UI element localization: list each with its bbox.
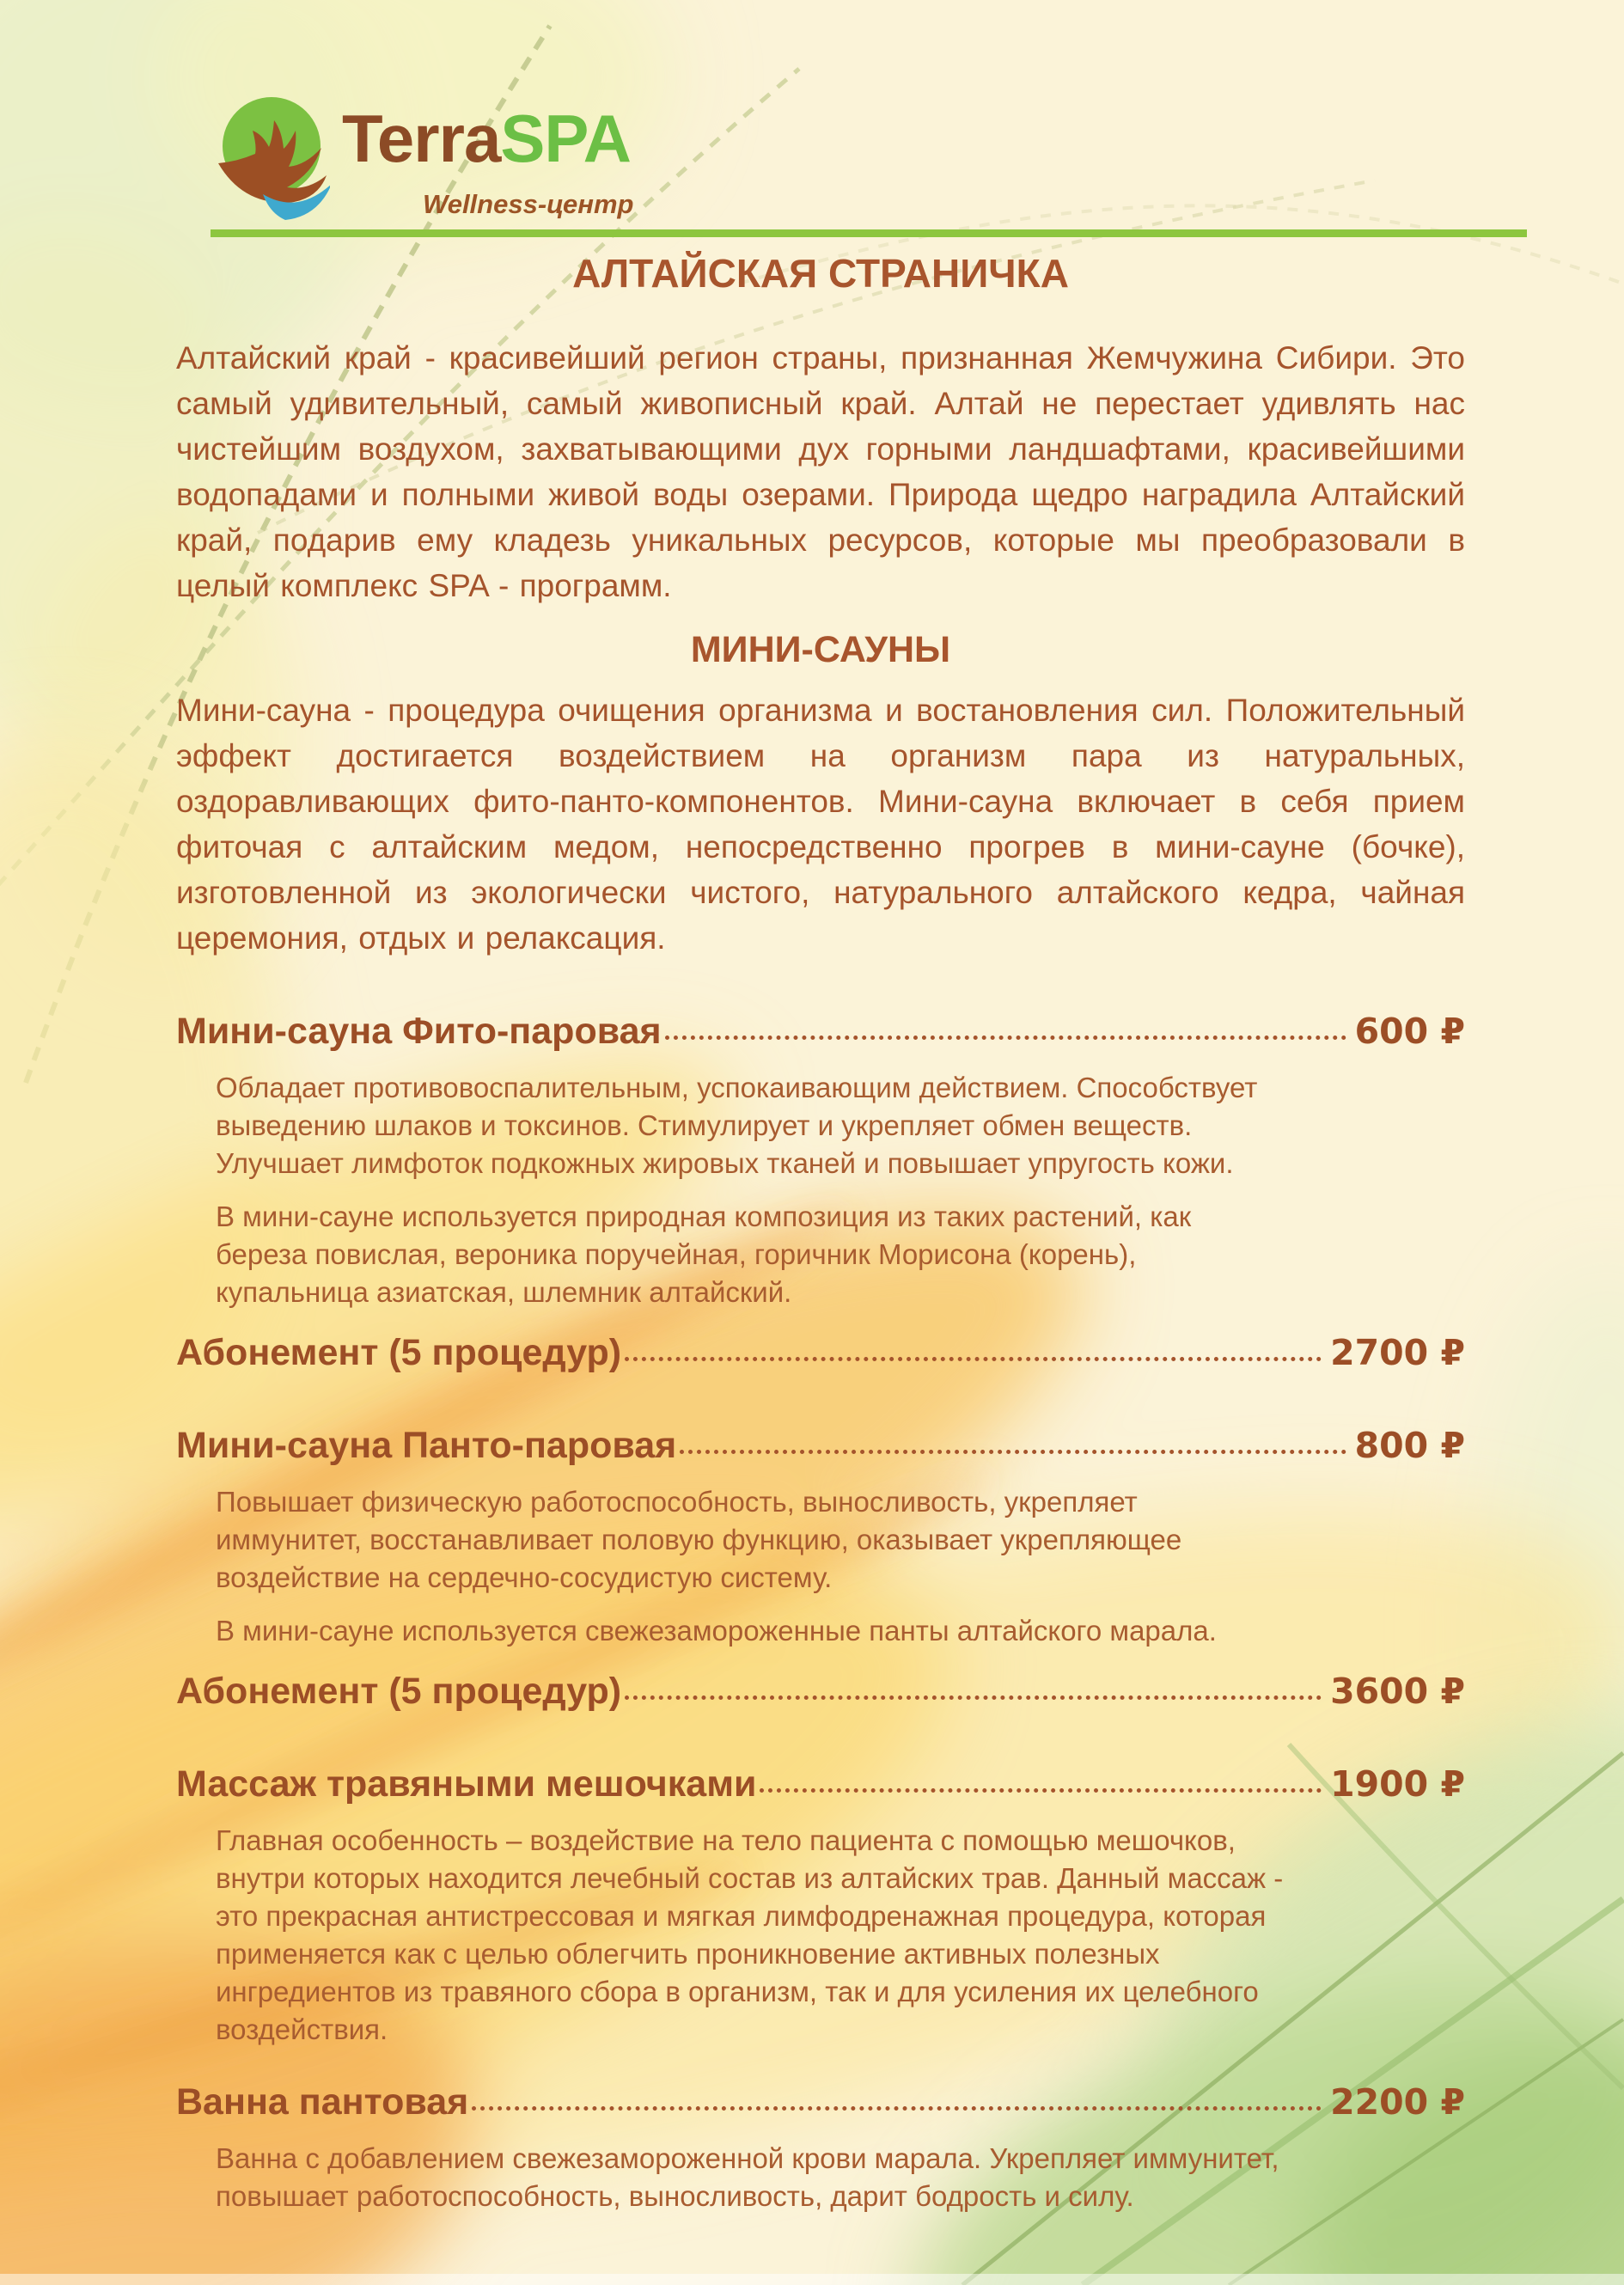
price-list — [176, 1009, 1465, 2215]
dotted-leader — [625, 1695, 1322, 1700]
intro-paragraph: Алтайский край - красивейший регион страны, признанная Жемчужина Сибири. Это самый удивительный, самый живописный край. Алтай не перестает удивлять нас чистейшим воздухом, захватывающими дух горными ландшафтами, красивейшими водопадами и полными живой воды озерами. Природа щедро наградила Алтайский край, подарив ему кладезь уникальных ресурсов, которые мы преобразовали в целый комплекс SPA - программ. — [176, 340, 1465, 603]
brand-subtitle: Wellness-центр — [423, 189, 634, 219]
menu-item-name: Абонемент (5 процедур) — [176, 1332, 622, 1373]
menu-item-name: Ванна пантовая — [176, 2081, 469, 2123]
menu-item-row — [176, 1669, 1465, 1714]
menu-item-price: 3600 ₽ — [1330, 1671, 1465, 1712]
menu-item-name: Мини-сауна Панто-паровая — [176, 1425, 677, 1466]
menu-item-row — [176, 1762, 1465, 1806]
menu-item-row — [176, 1423, 1465, 1468]
menu-item-row — [176, 1330, 1465, 1375]
menu-item-row — [176, 1009, 1465, 1054]
dotted-leader — [680, 1450, 1346, 1454]
menu-item-description: Ванна с добавлением свежезамороженной крови марала. Укрепляет иммунитет, повышает работоспособность, выносливость, дарит бодрость и силу. — [216, 2142, 1279, 2212]
section-intro-paragraph: Мини-сауна - процедура очищения организма и востановления сил. Положительный эффект достигается воздействием на организм пара из натуральных, оздоравливающих фито-панто-компонентов. Мини-сауна включает в себя прием фиточая с алтайским медом, непосредственно прогрев в мини-сауне (бочке), изготовленной из экологически чистого, натурального алтайского кедра, чайная церемония, отдых и релаксация. — [176, 693, 1465, 956]
menu-item-row — [176, 2080, 1465, 2124]
menu-item-price: 600 ₽ — [1354, 1011, 1465, 1052]
page-title: АЛТАЙСКАЯ СТРАНИЧКА — [572, 251, 1069, 296]
menu-item-price: 2700 ₽ — [1330, 1332, 1465, 1373]
menu-item-price: 800 ₽ — [1354, 1425, 1465, 1466]
section-title: МИНИ-САУНЫ — [690, 629, 951, 670]
dotted-leader — [625, 1357, 1322, 1361]
brand-terra: Terra — [342, 101, 501, 176]
menu-item-description: В мини-сауне используется свежезамороженные панты алтайского марала. — [216, 1615, 1217, 1647]
menu-item-name: Абонемент (5 процедур) — [176, 1671, 622, 1712]
dotted-leader — [760, 1788, 1322, 1793]
menu-item-name: Массаж травяными мешочками — [176, 1763, 757, 1805]
header-divider — [211, 229, 1527, 237]
menu-content — [176, 251, 1465, 2215]
menu-item-description: В мини-сауне используется природная композиция из таких растений, как береза повислая, вероника поручейная, горичник Морисона (корень), купальница азиатская, шлемник алтайский. — [216, 1201, 1192, 1308]
menu-item-price: 1900 ₽ — [1330, 1763, 1465, 1805]
dotted-leader — [472, 2106, 1322, 2111]
dotted-leader — [665, 1036, 1346, 1040]
menu-item-description: Главная особенность – воздействие на тело пациента с помощью мешочков, внутри которых находится лечебный состав из алтайских трав. Данный массаж - это прекрасная антистрессовая и мягкая лимфодренажная процедура, которая применяется как с целью облегчить проникновение активных полезных ингредиентов из травяного сбора в организм, так и для усиления их целебного воздействия. — [216, 1824, 1284, 2045]
brand-spa: SPA — [500, 101, 631, 176]
menu-item-description: Повышает физическую работоспособность, выносливость, укрепляет иммунитет, восстанавливает половую функцию, оказывает укрепляющее воздействие на сердечно-сосудистую систему. — [216, 1486, 1182, 1593]
terraspa-logo-icon — [213, 95, 330, 220]
brand-name — [342, 101, 631, 176]
menu-item-description: Обладает противовоспалительным, успокаивающим действием. Способствует выведению шлаков и токсинов. Стимулирует и укрепляет обмен веществ. Улучшает лимфоток подкожных жировых тканей и повышает упругость кожи. — [216, 1072, 1258, 1179]
menu-item-price: 2200 ₽ — [1330, 2081, 1465, 2123]
menu-item-name: Мини-сауна Фито-паровая — [176, 1011, 662, 1052]
